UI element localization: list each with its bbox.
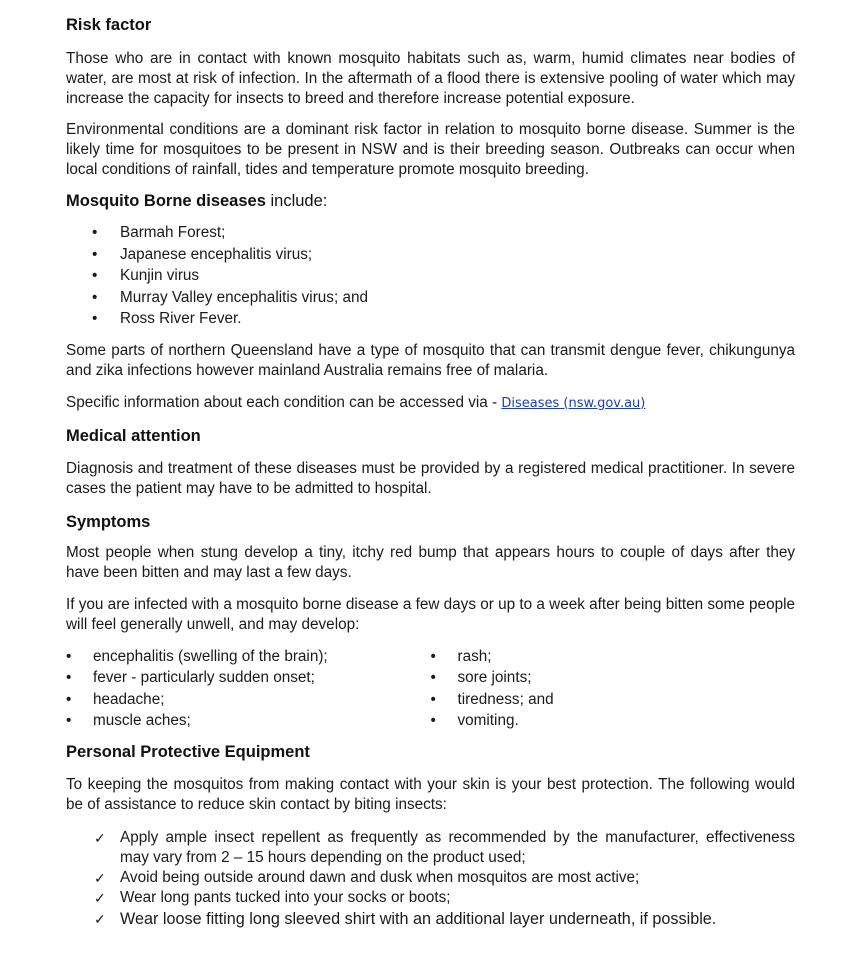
list-item: • muscle aches; xyxy=(66,710,431,732)
list-item: • sore joints; xyxy=(431,667,796,689)
symptoms-heading: Symptoms xyxy=(66,512,151,531)
list-item: ✓ Apply ample insect repellent as frequently as recommended by the manufacturer, effectiveness may vary from 2 – 15 hours depending on the product used; xyxy=(66,828,795,868)
list-item: • fever - particularly sudden onset; xyxy=(66,667,431,689)
risk-factor-para-2: Environmental conditions are a dominant risk factor in relation to mosquito borne disease. Summer is the likely time for mosquitoes to be present in NSW and is their breeding season. Outbreaks can occur when local conditions of rainfall, tides and temperature promote mosquito breeding. xyxy=(66,121,795,178)
risk-factor-heading: Risk factor xyxy=(66,16,152,34)
symptoms-list-right xyxy=(431,646,796,732)
risk-factor-para-1: Those who are in contact with known mosquito habitats such as, warm, humid climates near bodies of water, are most at risk of infection. In the aftermath of a flood there is extensive pooling of water which may increase the capacity for insects to breed and therefore increase potential exposure. xyxy=(66,50,795,107)
list-item: • vomiting. xyxy=(431,710,796,732)
list-item: • encephalitis (swelling of the brain); xyxy=(66,646,431,668)
diseases-link[interactable]: Diseases (nsw.gov.au) xyxy=(501,395,646,411)
list-item: ✓ Avoid being outside around dawn and dusk when mosquitos are most active; xyxy=(66,868,795,888)
symptoms-para-2: If you are infected with a mosquito borne disease a few days or up to a week after being bitten some people will feel generally unwell, and may develop: xyxy=(66,595,795,633)
diseases-para-1: Some parts of northern Queensland have a type of mosquito that can transmit dengue fever, chikungunya and zika infections however mainland Australia remains free of malaria. xyxy=(66,341,795,379)
medical-heading: Medical attention xyxy=(66,426,201,445)
diseases-list xyxy=(66,222,795,330)
symptoms-list xyxy=(66,646,795,732)
diseases-heading xyxy=(66,190,795,212)
diseases-para-2-text: Specific information about each condition can be accessed via - xyxy=(66,393,502,411)
diseases-heading-bold: Mosquito Borne diseases xyxy=(66,192,266,210)
list-item: • rash; xyxy=(431,646,796,668)
list-item: • Japanese encephalitis virus; xyxy=(66,244,795,266)
symptoms-list-left xyxy=(66,646,431,732)
list-item: • headache; xyxy=(66,689,431,711)
list-item: ✓ Wear long pants tucked into your socks or boots; xyxy=(66,888,795,908)
ppe-para: To keeping the mosquitos from making contact with your skin is your best protection. The following would be of assistance to reduce skin contact by biting insects: xyxy=(66,775,795,813)
symptoms-para-1: Most people when stung develop a tiny, itchy red bump that appears hours to couple of days after they have been bitten and may last a few days. xyxy=(66,543,795,581)
ppe-list xyxy=(66,828,795,930)
list-item: • Barmah Forest; xyxy=(66,222,795,244)
list-item: • tiredness; and xyxy=(431,689,796,711)
list-item: • Ross River Fever. xyxy=(66,308,795,330)
document-page xyxy=(66,14,795,930)
diseases-para-2 xyxy=(66,393,795,414)
list-item: ✓ Wear loose fitting long sleeved shirt with an additional layer underneath, if possible. xyxy=(66,908,795,930)
list-item: • Kunjin virus xyxy=(66,265,795,287)
ppe-heading: Personal Protective Equipment xyxy=(66,742,310,761)
diseases-heading-rest: include: xyxy=(265,192,328,210)
list-item: • Murray Valley encephalitis virus; and xyxy=(66,287,795,309)
medical-para: Diagnosis and treatment of these diseases must be provided by a registered medical practitioner. In severe cases the patient may have to be admitted to hospital. xyxy=(66,459,795,497)
